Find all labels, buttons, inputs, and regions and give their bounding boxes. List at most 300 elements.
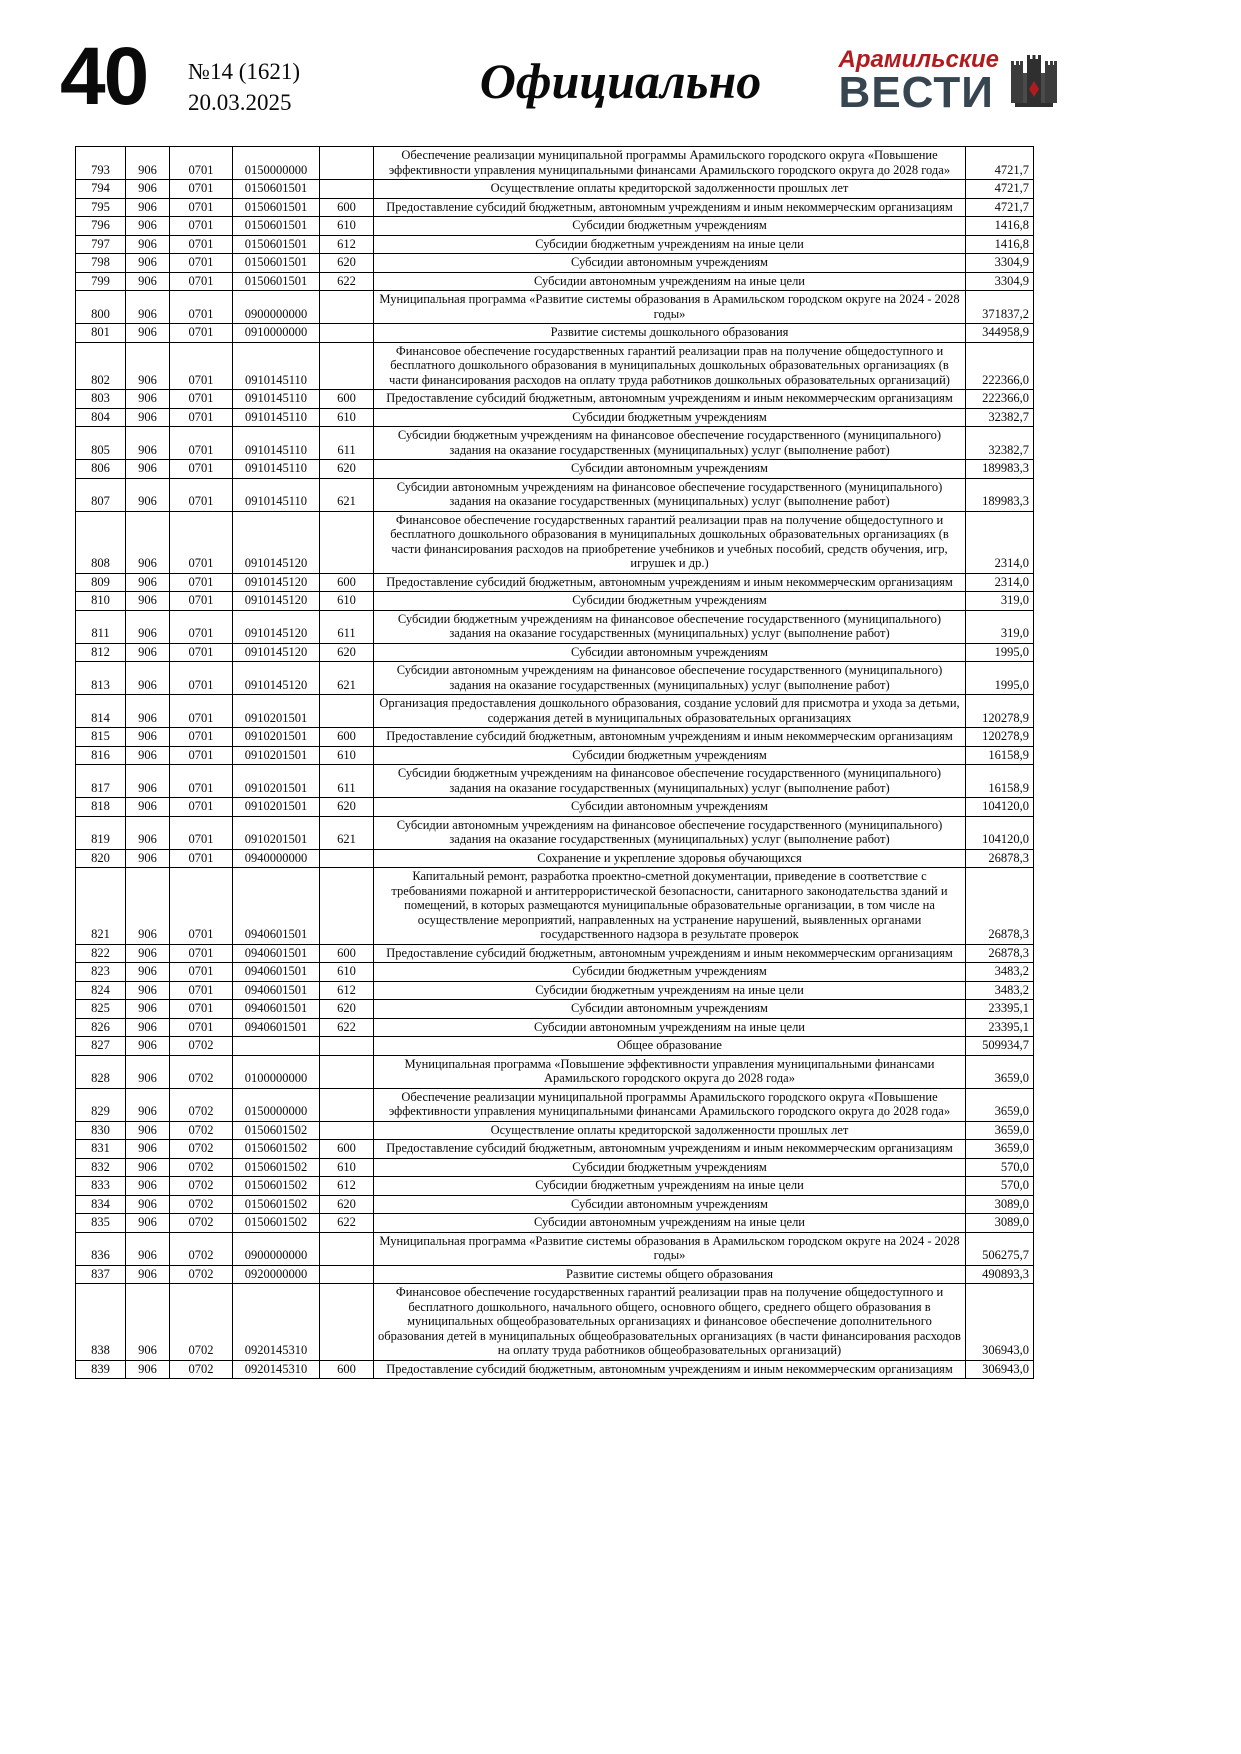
cell-grbs: 906 bbox=[126, 662, 170, 695]
cell-amount: 1416,8 bbox=[966, 235, 1034, 254]
cell-type: 620 bbox=[320, 643, 374, 662]
cell-num: 839 bbox=[76, 1360, 126, 1379]
table-row bbox=[76, 1140, 1034, 1159]
cell-num: 829 bbox=[76, 1088, 126, 1121]
cell-target: 0150000000 bbox=[233, 147, 320, 180]
cell-type bbox=[320, 342, 374, 390]
cell-target: 0910000000 bbox=[233, 324, 320, 343]
cell-type: 621 bbox=[320, 816, 374, 849]
cell-type bbox=[320, 1055, 374, 1088]
cell-name: Субсидии автономным учреждениям на иные цели bbox=[374, 1214, 966, 1233]
cell-amount: 570,0 bbox=[966, 1177, 1034, 1196]
cell-target: 0150601502 bbox=[233, 1158, 320, 1177]
cell-amount: 4721,7 bbox=[966, 147, 1034, 180]
cell-amount: 16158,9 bbox=[966, 765, 1034, 798]
cell-section: 0701 bbox=[170, 478, 233, 511]
cell-name: Субсидии автономным учреждениям bbox=[374, 1195, 966, 1214]
cell-type: 620 bbox=[320, 460, 374, 479]
table-row bbox=[76, 460, 1034, 479]
cell-section: 0701 bbox=[170, 1000, 233, 1019]
cell-num: 818 bbox=[76, 798, 126, 817]
cell-num: 812 bbox=[76, 643, 126, 662]
cell-grbs: 906 bbox=[126, 643, 170, 662]
cell-amount: 3089,0 bbox=[966, 1214, 1034, 1233]
cell-grbs: 906 bbox=[126, 798, 170, 817]
cell-amount: 3304,9 bbox=[966, 254, 1034, 273]
cell-name: Субсидии автономным учреждениям на финансовое обеспечение государственного (муниципального) задания на оказание государственных (муниципальных) услуг (выполнение работ) bbox=[374, 816, 966, 849]
cell-num: 801 bbox=[76, 324, 126, 343]
table-row bbox=[76, 868, 1034, 945]
cell-grbs: 906 bbox=[126, 592, 170, 611]
cell-num: 817 bbox=[76, 765, 126, 798]
cell-section: 0701 bbox=[170, 217, 233, 236]
cell-target: 0900000000 bbox=[233, 1232, 320, 1265]
cell-amount: 3659,0 bbox=[966, 1140, 1034, 1159]
cell-type: 610 bbox=[320, 746, 374, 765]
cell-type bbox=[320, 868, 374, 945]
cell-type: 600 bbox=[320, 573, 374, 592]
cell-type: 600 bbox=[320, 944, 374, 963]
cell-amount: 26878,3 bbox=[966, 944, 1034, 963]
cell-grbs: 906 bbox=[126, 324, 170, 343]
cell-num: 832 bbox=[76, 1158, 126, 1177]
cell-name: Муниципальная программа «Повышение эффективности управления муниципальными финансами Арамильского городского округа до 2028 года» bbox=[374, 1055, 966, 1088]
cell-target: 0150601502 bbox=[233, 1121, 320, 1140]
brand-name-bottom: ВЕСТИ bbox=[838, 68, 994, 117]
cell-type: 610 bbox=[320, 1158, 374, 1177]
cell-target: 0940601501 bbox=[233, 1000, 320, 1019]
cell-section: 0701 bbox=[170, 610, 233, 643]
cell-grbs: 906 bbox=[126, 511, 170, 573]
cell-num: 834 bbox=[76, 1195, 126, 1214]
cell-num: 823 bbox=[76, 963, 126, 982]
cell-type: 600 bbox=[320, 198, 374, 217]
cell-section: 0702 bbox=[170, 1140, 233, 1159]
cell-section: 0702 bbox=[170, 1195, 233, 1214]
cell-grbs: 906 bbox=[126, 868, 170, 945]
cell-grbs: 906 bbox=[126, 1232, 170, 1265]
cell-name: Субсидии бюджетным учреждениям bbox=[374, 963, 966, 982]
cell-name: Финансовое обеспечение государственных гарантий реализации прав на получение общедоступного и бесплатного дошкольного, начального общего, основного общего, среднего общего образования в муниципальных общеобразовательных организациях и финансовое обеспечение дополнительного образования детей в муниципальных общеобразовательных организациях (в части финансирования расходов на оплату труда работников общеобразовательных организаций) bbox=[374, 1284, 966, 1361]
cell-type bbox=[320, 849, 374, 868]
cell-name: Муниципальная программа «Развитие системы образования в Арамильском городском округе на 2024 - 2028 годы» bbox=[374, 1232, 966, 1265]
cell-grbs: 906 bbox=[126, 728, 170, 747]
table-row bbox=[76, 1018, 1034, 1037]
cell-target: 0940601501 bbox=[233, 981, 320, 1000]
cell-target: 0150601501 bbox=[233, 180, 320, 199]
cell-name: Субсидии бюджетным учреждениям bbox=[374, 746, 966, 765]
cell-target: 0150601502 bbox=[233, 1214, 320, 1233]
table-row bbox=[76, 849, 1034, 868]
cell-type bbox=[320, 180, 374, 199]
cell-target: 0920145310 bbox=[233, 1284, 320, 1361]
table-row bbox=[76, 235, 1034, 254]
cell-target: 0910201501 bbox=[233, 695, 320, 728]
table-row bbox=[76, 1214, 1034, 1233]
table-row bbox=[76, 1055, 1034, 1088]
cell-num: 815 bbox=[76, 728, 126, 747]
cell-amount: 3483,2 bbox=[966, 981, 1034, 1000]
cell-amount: 570,0 bbox=[966, 1158, 1034, 1177]
cell-type bbox=[320, 1284, 374, 1361]
cell-section: 0701 bbox=[170, 662, 233, 695]
cell-num: 810 bbox=[76, 592, 126, 611]
cell-name: Капитальный ремонт, разработка проектно-сметной документации, приведение в соответствие с требованиями пожарной и антитеррористической безопасности, санитарного законодательства зданий и помещений, в которых размещаются муниципальные образовательные организации, в том числе на осуществление мероприятий, направленных на устранение нарушений, выявленных органами государственного надзора в результате проверок bbox=[374, 868, 966, 945]
cell-num: 800 bbox=[76, 291, 126, 324]
table-row bbox=[76, 573, 1034, 592]
table-row bbox=[76, 1000, 1034, 1019]
cell-amount: 306943,0 bbox=[966, 1360, 1034, 1379]
table-row bbox=[76, 1088, 1034, 1121]
table-row bbox=[76, 1158, 1034, 1177]
cell-grbs: 906 bbox=[126, 981, 170, 1000]
cell-section: 0701 bbox=[170, 963, 233, 982]
issue-date: 20.03.2025 bbox=[188, 90, 292, 116]
cell-target: 0910145110 bbox=[233, 342, 320, 390]
cell-num: 836 bbox=[76, 1232, 126, 1265]
cell-grbs: 906 bbox=[126, 180, 170, 199]
cell-amount: 3483,2 bbox=[966, 963, 1034, 982]
cell-type: 610 bbox=[320, 408, 374, 427]
table-row bbox=[76, 662, 1034, 695]
cell-grbs: 906 bbox=[126, 408, 170, 427]
cell-section: 0701 bbox=[170, 868, 233, 945]
cell-name: Субсидии бюджетным учреждениям bbox=[374, 217, 966, 236]
page-number: 40 bbox=[60, 31, 148, 122]
table-row bbox=[76, 944, 1034, 963]
cell-target: 0910201501 bbox=[233, 798, 320, 817]
cell-target: 0910201501 bbox=[233, 816, 320, 849]
cell-section: 0702 bbox=[170, 1284, 233, 1361]
cell-grbs: 906 bbox=[126, 1055, 170, 1088]
cell-section: 0701 bbox=[170, 944, 233, 963]
cell-amount: 32382,7 bbox=[966, 427, 1034, 460]
cell-target: 0150601502 bbox=[233, 1195, 320, 1214]
cell-name: Осуществление оплаты кредиторской задолженности прошлых лет bbox=[374, 180, 966, 199]
table-row bbox=[76, 728, 1034, 747]
cell-amount: 2314,0 bbox=[966, 511, 1034, 573]
budget-table-body bbox=[76, 147, 1034, 1379]
cell-target: 0910201501 bbox=[233, 765, 320, 798]
cell-grbs: 906 bbox=[126, 1177, 170, 1196]
cell-num: 827 bbox=[76, 1037, 126, 1056]
cell-type: 620 bbox=[320, 1000, 374, 1019]
table-row bbox=[76, 147, 1034, 180]
cell-type: 620 bbox=[320, 1195, 374, 1214]
cell-type: 622 bbox=[320, 1018, 374, 1037]
cell-target: 0150601502 bbox=[233, 1177, 320, 1196]
cell-grbs: 906 bbox=[126, 963, 170, 982]
table-row bbox=[76, 408, 1034, 427]
cell-type: 610 bbox=[320, 592, 374, 611]
cell-name: Субсидии бюджетным учреждениям на иные цели bbox=[374, 981, 966, 1000]
cell-num: 816 bbox=[76, 746, 126, 765]
cell-type: 611 bbox=[320, 427, 374, 460]
cell-type: 620 bbox=[320, 254, 374, 273]
cell-num: 811 bbox=[76, 610, 126, 643]
cell-name: Субсидии бюджетным учреждениям bbox=[374, 592, 966, 611]
cell-section: 0702 bbox=[170, 1214, 233, 1233]
cell-type bbox=[320, 511, 374, 573]
cell-name: Субсидии автономным учреждениям bbox=[374, 643, 966, 662]
cell-type: 622 bbox=[320, 1214, 374, 1233]
cell-type: 621 bbox=[320, 662, 374, 695]
table-row bbox=[76, 217, 1034, 236]
cell-type bbox=[320, 1088, 374, 1121]
cell-target: 0100000000 bbox=[233, 1055, 320, 1088]
cell-section: 0702 bbox=[170, 1037, 233, 1056]
cell-amount: 120278,9 bbox=[966, 695, 1034, 728]
cell-section: 0701 bbox=[170, 798, 233, 817]
cell-section: 0701 bbox=[170, 198, 233, 217]
cell-target: 0940601501 bbox=[233, 868, 320, 945]
section-title: Официально bbox=[479, 53, 762, 109]
cell-section: 0701 bbox=[170, 324, 233, 343]
table-row bbox=[76, 816, 1034, 849]
cell-section: 0702 bbox=[170, 1177, 233, 1196]
cell-num: 802 bbox=[76, 342, 126, 390]
cell-grbs: 906 bbox=[126, 765, 170, 798]
cell-target: 0940601501 bbox=[233, 963, 320, 982]
cell-num: 795 bbox=[76, 198, 126, 217]
cell-num: 796 bbox=[76, 217, 126, 236]
cell-section: 0701 bbox=[170, 592, 233, 611]
table-row bbox=[76, 746, 1034, 765]
cell-type bbox=[320, 291, 374, 324]
cell-grbs: 906 bbox=[126, 427, 170, 460]
cell-amount: 189983,3 bbox=[966, 478, 1034, 511]
table-row bbox=[76, 1037, 1034, 1056]
cell-section: 0701 bbox=[170, 849, 233, 868]
cell-type: 621 bbox=[320, 478, 374, 511]
cell-name: Субсидии автономным учреждениям bbox=[374, 254, 966, 273]
table-row bbox=[76, 1121, 1034, 1140]
cell-amount: 506275,7 bbox=[966, 1232, 1034, 1265]
cell-type bbox=[320, 1037, 374, 1056]
cell-section: 0702 bbox=[170, 1360, 233, 1379]
cell-num: 806 bbox=[76, 460, 126, 479]
cell-section: 0701 bbox=[170, 272, 233, 291]
cell-grbs: 906 bbox=[126, 944, 170, 963]
cell-amount: 104120,0 bbox=[966, 816, 1034, 849]
cell-amount: 26878,3 bbox=[966, 868, 1034, 945]
cell-amount: 222366,0 bbox=[966, 342, 1034, 390]
brand-text bbox=[838, 46, 999, 117]
budget-table bbox=[75, 146, 1034, 1379]
cell-target: 0920000000 bbox=[233, 1265, 320, 1284]
cell-target: 0940601501 bbox=[233, 1018, 320, 1037]
cell-section: 0701 bbox=[170, 643, 233, 662]
cell-num: 822 bbox=[76, 944, 126, 963]
cell-grbs: 906 bbox=[126, 217, 170, 236]
table-row bbox=[76, 610, 1034, 643]
table-row bbox=[76, 592, 1034, 611]
cell-num: 805 bbox=[76, 427, 126, 460]
cell-amount: 4721,7 bbox=[966, 180, 1034, 199]
cell-section: 0701 bbox=[170, 254, 233, 273]
table-row bbox=[76, 272, 1034, 291]
cell-name: Субсидии автономным учреждениям на иные цели bbox=[374, 272, 966, 291]
cell-amount: 16158,9 bbox=[966, 746, 1034, 765]
cell-section: 0701 bbox=[170, 728, 233, 747]
cell-name: Субсидии автономным учреждениям на финансовое обеспечение государственного (муниципального) задания на оказание государственных (муниципальных) услуг (выполнение работ) bbox=[374, 662, 966, 695]
cell-section: 0701 bbox=[170, 765, 233, 798]
cell-section: 0701 bbox=[170, 180, 233, 199]
cell-grbs: 906 bbox=[126, 1121, 170, 1140]
cell-amount: 344958,9 bbox=[966, 324, 1034, 343]
cell-amount: 23395,1 bbox=[966, 1018, 1034, 1037]
cell-target: 0910145110 bbox=[233, 460, 320, 479]
cell-amount: 3659,0 bbox=[966, 1055, 1034, 1088]
cell-type bbox=[320, 1232, 374, 1265]
cell-grbs: 906 bbox=[126, 460, 170, 479]
cell-grbs: 906 bbox=[126, 849, 170, 868]
cell-type: 620 bbox=[320, 798, 374, 817]
cell-section: 0702 bbox=[170, 1232, 233, 1265]
cell-num: 828 bbox=[76, 1055, 126, 1088]
cell-amount: 319,0 bbox=[966, 610, 1034, 643]
cell-name: Осуществление оплаты кредиторской задолженности прошлых лет bbox=[374, 1121, 966, 1140]
cell-grbs: 906 bbox=[126, 1158, 170, 1177]
table-row bbox=[76, 1195, 1034, 1214]
cell-num: 813 bbox=[76, 662, 126, 695]
cell-type: 600 bbox=[320, 1140, 374, 1159]
cell-name: Общее образование bbox=[374, 1037, 966, 1056]
cell-grbs: 906 bbox=[126, 291, 170, 324]
cell-amount: 319,0 bbox=[966, 592, 1034, 611]
cell-grbs: 906 bbox=[126, 272, 170, 291]
cell-section: 0701 bbox=[170, 573, 233, 592]
cell-name: Субсидии бюджетным учреждениям bbox=[374, 1158, 966, 1177]
cell-target: 0150601502 bbox=[233, 1140, 320, 1159]
cell-num: 797 bbox=[76, 235, 126, 254]
cell-grbs: 906 bbox=[126, 610, 170, 643]
cell-name: Муниципальная программа «Развитие системы образования в Арамильском городском округе на 2024 - 2028 годы» bbox=[374, 291, 966, 324]
cell-type: 611 bbox=[320, 610, 374, 643]
cell-amount: 3659,0 bbox=[966, 1088, 1034, 1121]
brand-name-top: Арамильские bbox=[838, 46, 999, 73]
cell-target: 0910145120 bbox=[233, 511, 320, 573]
table-row bbox=[76, 798, 1034, 817]
cell-target: 0150601501 bbox=[233, 254, 320, 273]
cell-num: 833 bbox=[76, 1177, 126, 1196]
cell-section: 0702 bbox=[170, 1265, 233, 1284]
cell-name: Обеспечение реализации муниципальной программы Арамильского городского округа «Повышение эффективности управления муниципальными финансами Арамильского городского округа до 2028 года» bbox=[374, 1088, 966, 1121]
cell-target: 0910145120 bbox=[233, 662, 320, 695]
cell-type: 612 bbox=[320, 981, 374, 1000]
cell-type: 611 bbox=[320, 765, 374, 798]
table-row bbox=[76, 511, 1034, 573]
table-row bbox=[76, 963, 1034, 982]
table-row bbox=[76, 643, 1034, 662]
issue-number: №14 (1621) bbox=[188, 59, 301, 84]
cell-num: 799 bbox=[76, 272, 126, 291]
cell-amount: 26878,3 bbox=[966, 849, 1034, 868]
cell-target: 0900000000 bbox=[233, 291, 320, 324]
cell-amount: 222366,0 bbox=[966, 390, 1034, 409]
cell-num: 837 bbox=[76, 1265, 126, 1284]
cell-amount: 1995,0 bbox=[966, 643, 1034, 662]
cell-grbs: 906 bbox=[126, 1000, 170, 1019]
cell-name: Предоставление субсидий бюджетным, автономным учреждениям и иным некоммерческим организациям bbox=[374, 198, 966, 217]
cell-amount: 120278,9 bbox=[966, 728, 1034, 747]
cell-section: 0701 bbox=[170, 746, 233, 765]
cell-section: 0701 bbox=[170, 695, 233, 728]
cell-type: 612 bbox=[320, 1177, 374, 1196]
cell-grbs: 906 bbox=[126, 695, 170, 728]
cell-num: 838 bbox=[76, 1284, 126, 1361]
cell-num: 814 bbox=[76, 695, 126, 728]
cell-grbs: 906 bbox=[126, 147, 170, 180]
cell-name: Субсидии бюджетным учреждениям на финансовое обеспечение государственного (муниципального) задания на оказание государственных (муниципальных) услуг (выполнение работ) bbox=[374, 610, 966, 643]
cell-amount: 3659,0 bbox=[966, 1121, 1034, 1140]
cell-num: 825 bbox=[76, 1000, 126, 1019]
cell-section: 0701 bbox=[170, 460, 233, 479]
cell-name: Субсидии бюджетным учреждениям на иные цели bbox=[374, 1177, 966, 1196]
cell-name: Предоставление субсидий бюджетным, автономным учреждениям и иным некоммерческим организациям bbox=[374, 944, 966, 963]
cell-section: 0701 bbox=[170, 291, 233, 324]
cell-name: Субсидии автономным учреждениям bbox=[374, 460, 966, 479]
cell-amount: 4721,7 bbox=[966, 198, 1034, 217]
cell-name: Субсидии бюджетным учреждениям на иные цели bbox=[374, 235, 966, 254]
cell-name: Обеспечение реализации муниципальной программы Арамильского городского округа «Повышение эффективности управления муниципальными финансами Арамильского городского округа до 2028 года» bbox=[374, 147, 966, 180]
cell-section: 0701 bbox=[170, 390, 233, 409]
cell-amount: 104120,0 bbox=[966, 798, 1034, 817]
cell-name: Предоставление субсидий бюджетным, автономным учреждениям и иным некоммерческим организациям bbox=[374, 573, 966, 592]
cell-grbs: 906 bbox=[126, 478, 170, 511]
table-row bbox=[76, 180, 1034, 199]
cell-num: 821 bbox=[76, 868, 126, 945]
cell-name: Субсидии автономным учреждениям на иные цели bbox=[374, 1018, 966, 1037]
cell-num: 826 bbox=[76, 1018, 126, 1037]
cell-amount: 1416,8 bbox=[966, 217, 1034, 236]
cell-target: 0150601501 bbox=[233, 198, 320, 217]
cell-name: Финансовое обеспечение государственных гарантий реализации прав на получение общедоступного и бесплатного дошкольного образования в муниципальных дошкольных образовательных организациях (в части финансирования расходов на приобретение учебников и учебных пособий, средств обучения, игр, игрушек и др.) bbox=[374, 511, 966, 573]
cell-amount: 32382,7 bbox=[966, 408, 1034, 427]
cell-target: 0910201501 bbox=[233, 728, 320, 747]
table-row bbox=[76, 291, 1034, 324]
cell-target bbox=[233, 1037, 320, 1056]
cell-section: 0701 bbox=[170, 816, 233, 849]
cell-type: 600 bbox=[320, 1360, 374, 1379]
cell-grbs: 906 bbox=[126, 573, 170, 592]
cell-name: Предоставление субсидий бюджетным, автономным учреждениям и иным некоммерческим организациям bbox=[374, 1360, 966, 1379]
table-row bbox=[76, 478, 1034, 511]
cell-num: 819 bbox=[76, 816, 126, 849]
cell-num: 824 bbox=[76, 981, 126, 1000]
cell-section: 0701 bbox=[170, 342, 233, 390]
cell-target: 0910145110 bbox=[233, 478, 320, 511]
cell-grbs: 906 bbox=[126, 1018, 170, 1037]
cell-amount: 3089,0 bbox=[966, 1195, 1034, 1214]
cell-amount: 371837,2 bbox=[966, 291, 1034, 324]
table-row bbox=[76, 1284, 1034, 1361]
cell-target: 0910145120 bbox=[233, 592, 320, 611]
cell-type: 600 bbox=[320, 390, 374, 409]
cell-name: Развитие системы дошкольного образования bbox=[374, 324, 966, 343]
table-row bbox=[76, 324, 1034, 343]
cell-section: 0701 bbox=[170, 511, 233, 573]
cell-section: 0702 bbox=[170, 1121, 233, 1140]
cell-target: 0910145110 bbox=[233, 427, 320, 460]
cell-section: 0701 bbox=[170, 427, 233, 460]
cell-grbs: 906 bbox=[126, 1088, 170, 1121]
cell-grbs: 906 bbox=[126, 1360, 170, 1379]
table-row bbox=[76, 254, 1034, 273]
cell-amount: 189983,3 bbox=[966, 460, 1034, 479]
cell-num: 793 bbox=[76, 147, 126, 180]
cell-target: 0150000000 bbox=[233, 1088, 320, 1121]
